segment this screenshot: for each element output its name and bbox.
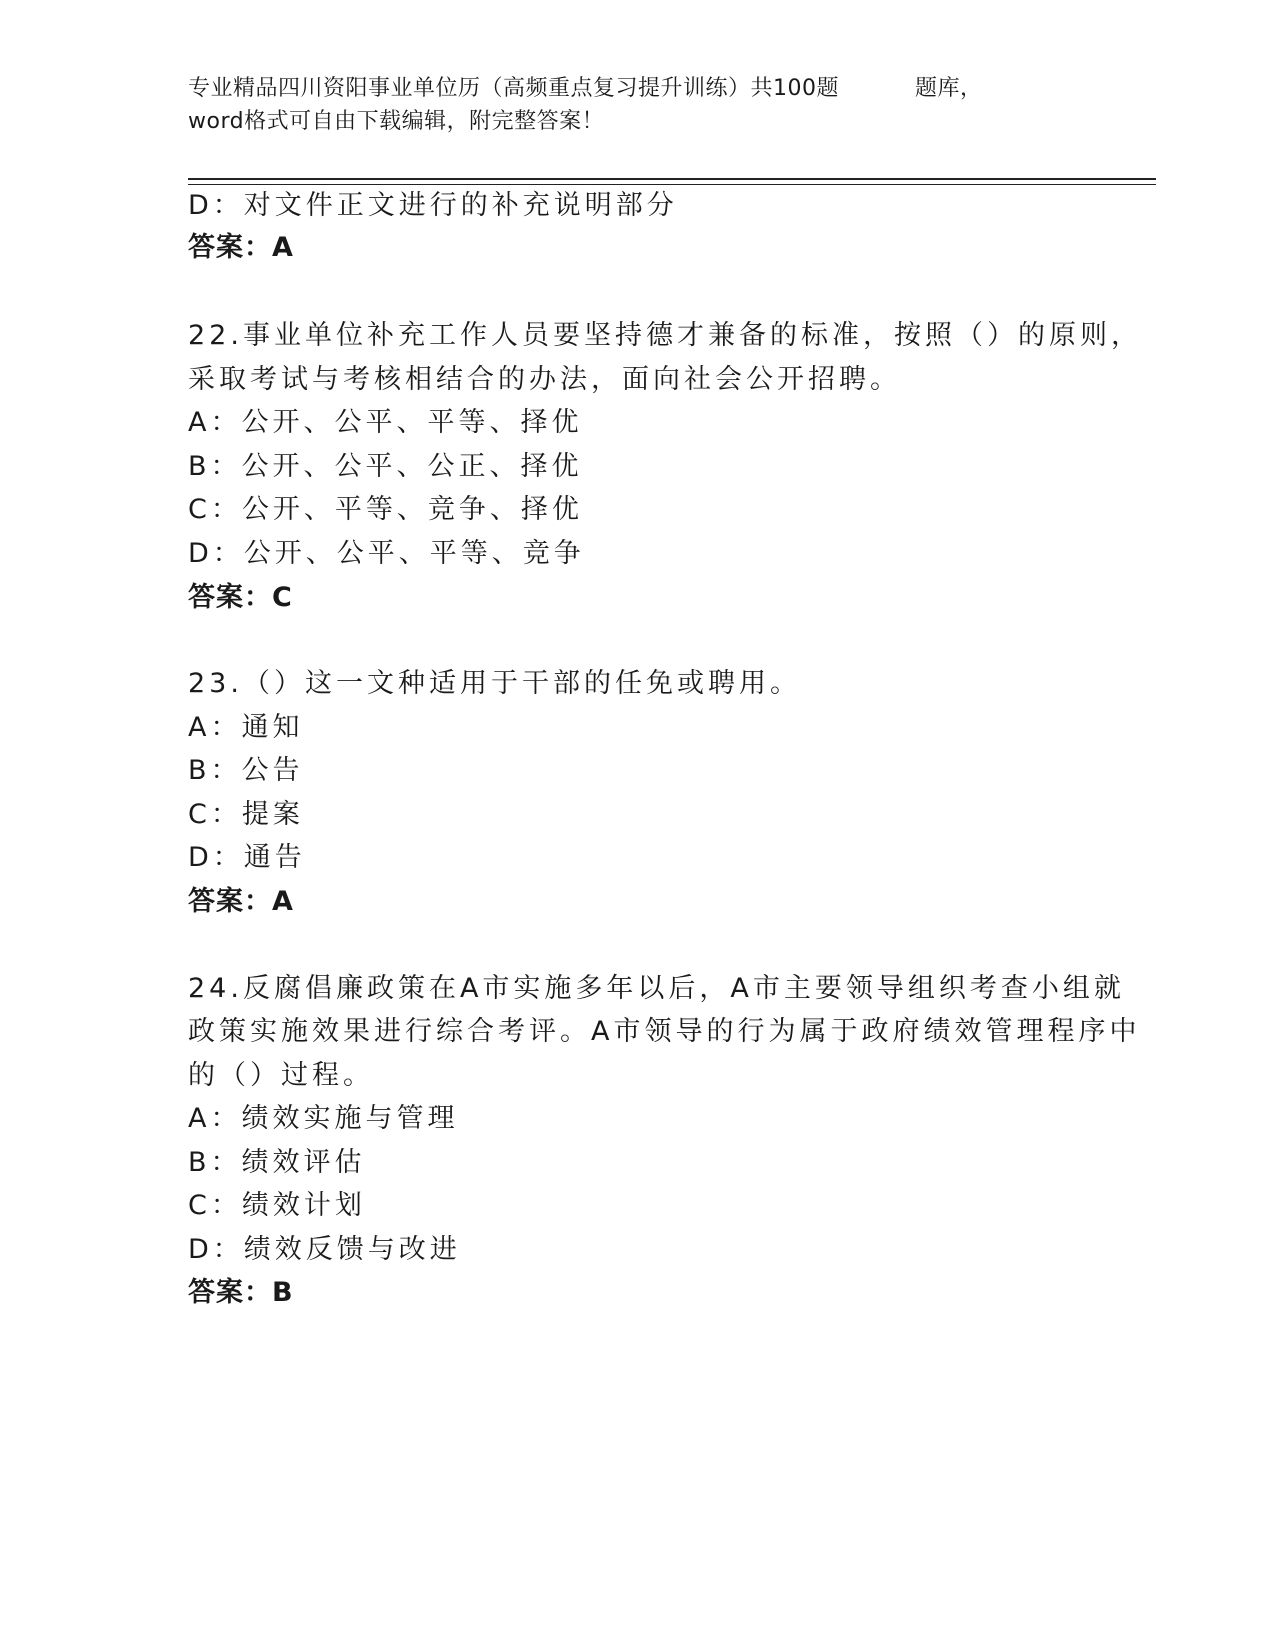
header-divider-thick — [188, 178, 1156, 180]
question-24-option-d: D：绩效反馈与改进 — [188, 1234, 461, 1265]
answer-21: 答案：A — [188, 232, 294, 263]
question-23-option-b: B：公告 — [188, 755, 304, 786]
question-24-line-1: 24.反腐倡廉政策在A市实施多年以后，A市主要领导组织考查小组就 — [188, 973, 1125, 1004]
header-line-1 — [188, 72, 1088, 105]
question-22-option-d: D：公开、公平、平等、竞争 — [188, 538, 585, 569]
document-header — [188, 72, 1088, 138]
question-24-option-a: A：绩效实施与管理 — [188, 1103, 459, 1134]
header-divider-thin — [188, 184, 1156, 185]
header-title-suffix: 题库， — [915, 76, 983, 101]
question-22-line-2: 采取考试与考核相结合的办法，面向社会公开招聘。 — [188, 364, 901, 395]
question-22-option-c: C：公开、平等、竞争、择优 — [188, 494, 583, 525]
question-23-option-d: D：通告 — [188, 842, 306, 873]
answer-23: 答案：A — [188, 886, 294, 917]
question-24-option-c: C：绩效计划 — [188, 1190, 366, 1221]
header-line-2: word格式可自由下载编辑，附完整答案！ — [188, 109, 605, 134]
answer-24: 答案：B — [188, 1277, 294, 1308]
question-24-option-b: B：绩效评估 — [188, 1147, 366, 1178]
question-24-line-3: 的（）过程。 — [188, 1060, 374, 1091]
question-23-option-a: A：通知 — [188, 712, 304, 743]
question-23-option-c: C：提案 — [188, 799, 304, 830]
question-23-line-1: 23.（）这一文种适用于干部的任免或聘用。 — [188, 668, 801, 699]
question-22-option-b: B：公开、公平、公正、择优 — [188, 451, 583, 482]
answer-22: 答案：C — [188, 582, 293, 613]
option-d-prev: D：对文件正文进行的补充说明部分 — [188, 190, 678, 221]
question-24-line-2: 政策实施效果进行综合考评。A市领导的行为属于政府绩效管理程序中 — [188, 1016, 1141, 1047]
question-22-line-1: 22.事业单位补充工作人员要坚持德才兼备的标准，按照（）的原则， — [188, 320, 1142, 351]
question-22-option-a: A：公开、公平、平等、择优 — [188, 407, 583, 438]
header-title: 专业精品四川资阳事业单位历（高频重点复习提升训练）共100题 — [188, 76, 839, 101]
